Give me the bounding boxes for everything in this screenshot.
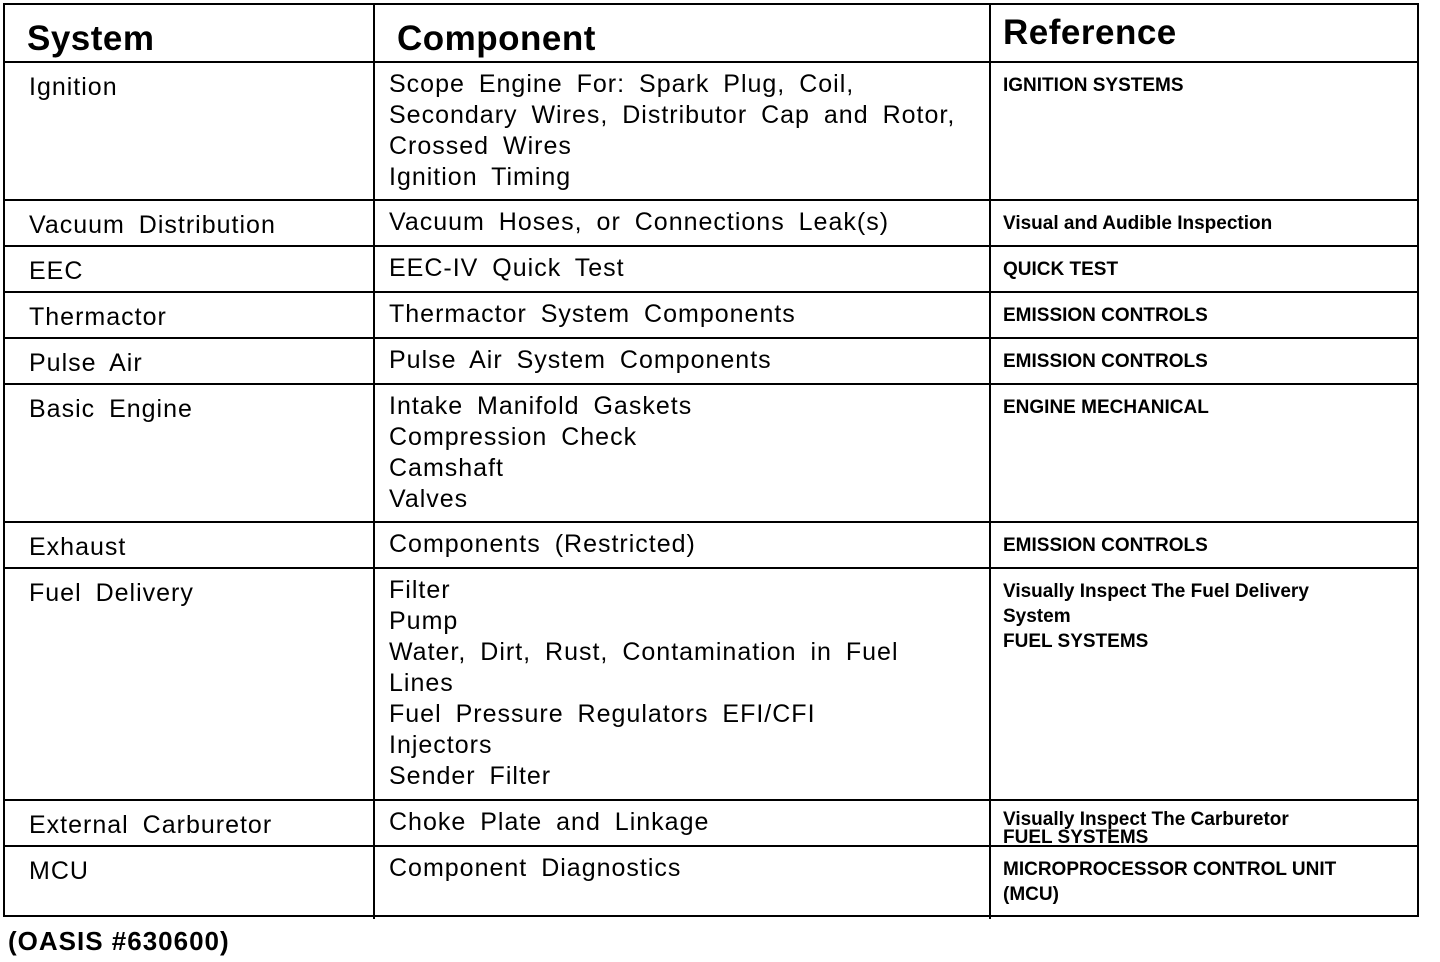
component-cell [375, 293, 991, 337]
table-row [5, 247, 1417, 293]
component-line: Sender Filter [389, 762, 552, 790]
component-cell [375, 201, 991, 245]
component-line: Scope Engine For: Spark Plug, Coil, [389, 70, 855, 98]
reference-line: FUEL SYSTEMS [1003, 631, 1149, 652]
component-line: Vacuum Hoses, or Connections Leak(s) [389, 208, 890, 236]
reference-line: (MCU) [1003, 884, 1059, 905]
reference-cell [991, 523, 1417, 567]
reference-line: IGNITION SYSTEMS [1003, 75, 1184, 96]
table-row [5, 339, 1417, 385]
reference-line: EMISSION CONTROLS [1003, 305, 1208, 326]
header-reference: Reference [1003, 13, 1177, 52]
table-row [5, 523, 1417, 569]
reference-line: Visual and Audible Inspection [1003, 213, 1273, 234]
component-cell [375, 523, 991, 567]
component-line: EEC-IV Quick Test [389, 254, 625, 282]
component-line: Camshaft [389, 454, 504, 482]
component-cell [375, 801, 991, 845]
reference-line: MICROPROCESSOR CONTROL UNIT [1003, 859, 1337, 880]
component-cell [375, 847, 991, 919]
reference-line: EMISSION CONTROLS [1003, 535, 1208, 556]
system-cell: Thermactor [5, 293, 375, 337]
reference-cell [991, 293, 1417, 337]
component-line: Component Diagnostics [389, 854, 682, 882]
component-line: Fuel Pressure Regulators EFI/CFI [389, 700, 816, 728]
reference-cell [991, 63, 1417, 199]
reference-cell [991, 569, 1417, 799]
reference-cell [991, 339, 1417, 383]
component-line: Secondary Wires, Distributor Cap and Rotor, [389, 101, 956, 129]
component-cell [375, 63, 991, 199]
component-line: Pump [389, 607, 459, 635]
reference-cell [991, 801, 1417, 845]
reference-line: QUICK TEST [1003, 259, 1119, 280]
component-line: Injectors [389, 731, 493, 759]
table-row [5, 569, 1417, 801]
header-row [5, 5, 1417, 63]
component-cell [375, 385, 991, 521]
header-component: Component [375, 5, 991, 61]
system-cell: Fuel Delivery [5, 569, 375, 799]
reference-line: Visually Inspect The Fuel Delivery [1003, 581, 1309, 602]
table-row [5, 293, 1417, 339]
system-cell: Basic Engine [5, 385, 375, 521]
table-row [5, 801, 1417, 847]
system-cell: MCU [5, 847, 375, 919]
system-cell: EEC [5, 247, 375, 291]
component-line: Crossed Wires [389, 132, 572, 160]
reference-line: ENGINE MECHANICAL [1003, 397, 1209, 418]
component-line: Filter [389, 576, 451, 604]
component-cell [375, 569, 991, 799]
diagnosis-table [3, 3, 1419, 917]
component-line: Lines [389, 669, 454, 697]
header-system: System [5, 5, 375, 61]
component-line: Pulse Air System Components [389, 346, 772, 374]
system-cell: Exhaust [5, 523, 375, 567]
reference-cell [991, 201, 1417, 245]
system-cell: External Carburetor [5, 801, 375, 845]
reference-line: FUEL SYSTEMS [1003, 827, 1149, 845]
component-line: Components (Restricted) [389, 530, 696, 558]
table-row [5, 385, 1417, 523]
system-cell: Pulse Air [5, 339, 375, 383]
reference-line: EMISSION CONTROLS [1003, 351, 1208, 372]
reference-cell [991, 847, 1417, 919]
reference-line: Visually Inspect The Carburetor [1003, 809, 1289, 830]
component-cell [375, 339, 991, 383]
system-cell: Ignition [5, 63, 375, 199]
component-line: Compression Check [389, 423, 638, 451]
component-line: Valves [389, 485, 469, 513]
footer-note: (OASIS #630600) [8, 926, 230, 956]
component-line: Choke Plate and Linkage [389, 808, 710, 836]
reference-cell [991, 247, 1417, 291]
system-cell: Vacuum Distribution [5, 201, 375, 245]
component-cell [375, 247, 991, 291]
reference-cell [991, 385, 1417, 521]
table-row [5, 63, 1417, 201]
component-line: Thermactor System Components [389, 300, 796, 328]
table-row [5, 201, 1417, 247]
component-line: Water, Dirt, Rust, Contamination in Fuel [389, 638, 899, 666]
table-row [5, 847, 1417, 919]
component-line: Intake Manifold Gaskets [389, 392, 693, 420]
component-line: Ignition Timing [389, 163, 572, 191]
reference-line: System [1003, 606, 1071, 627]
